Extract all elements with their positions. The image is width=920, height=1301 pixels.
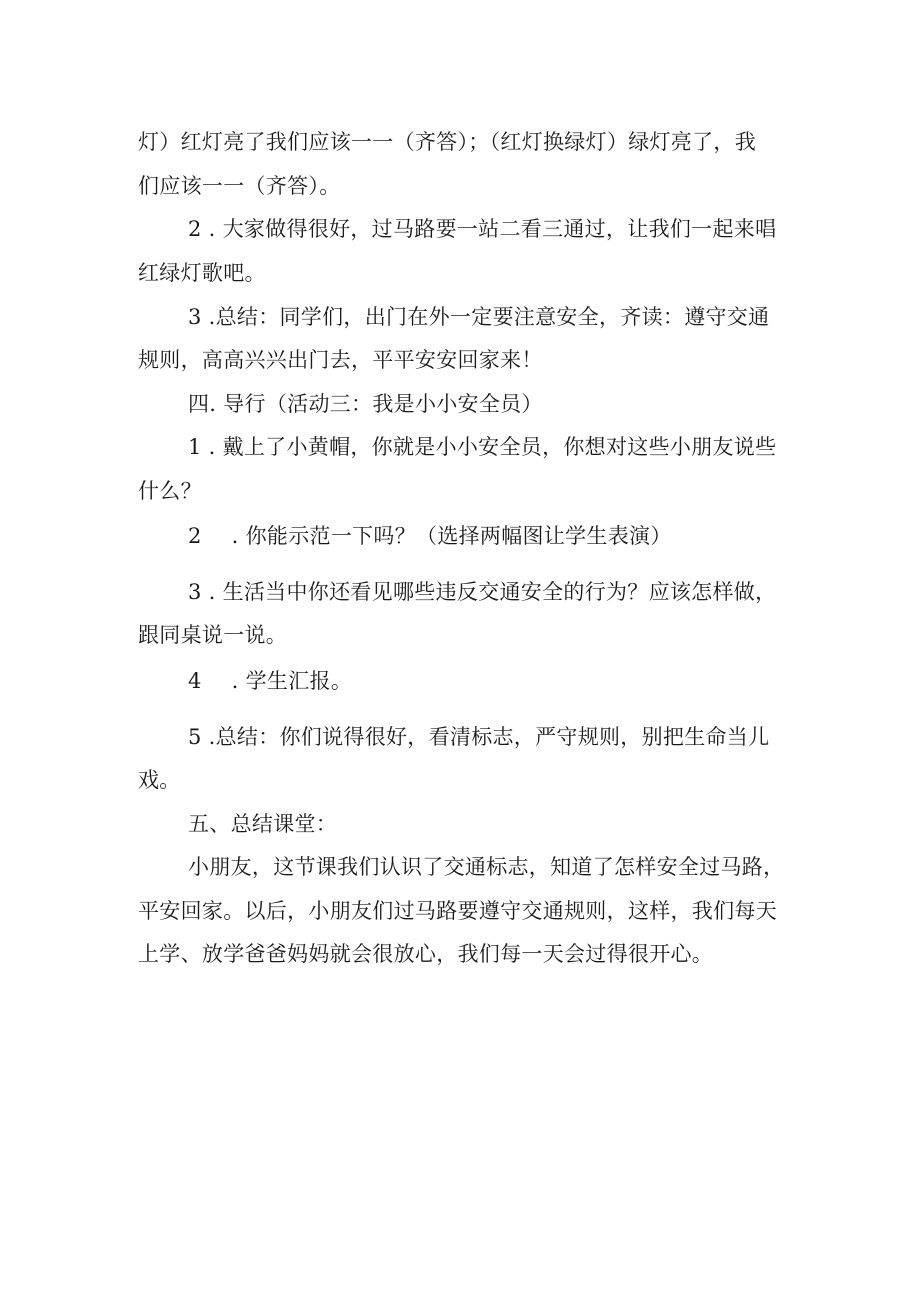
item-number: 2 [188,524,202,548]
paragraph-line: 灯）红灯亮了我们应该一一（齐答）；（红灯换绿灯）绿灯亮了，我 [138,130,756,154]
paragraph-line: 们应该一一（齐答）。 [138,174,341,198]
item-number: 4 [188,669,202,693]
item-text: . 你能示范一下吗？（选择两幅图让学生表演） [231,524,672,548]
paragraph-line: 上学、放学爸爸妈妈就会很放心，我们每一天会过得很开心。 [138,942,714,966]
paragraph-line: 1 . 戴上了小黄帽，你就是小小安全员，你想对这些小朋友说些 [188,435,777,459]
paragraph-line [188,521,838,551]
paragraph-line: 跟同桌说一说。 [138,623,288,647]
section-heading: 五、总结课堂： [188,812,338,836]
paragraph-line: 规则，高高兴兴出门去，平平安安回家来！ [138,348,543,372]
paragraph-line: 什么？ [138,479,202,503]
paragraph-line: 小朋友，这节课我们认识了交通标志，知道了怎样安全过马路， [188,855,785,879]
paragraph-line: 戏。 [138,768,181,792]
paragraph-line [188,666,838,696]
paragraph-line: 3 .总结：同学们，出门在外一定要注意安全，齐读：遵守交通 [188,305,770,329]
paragraph-line: 5 .总结：你们说得很好，看清标志，严守规则，别把生命当儿 [188,725,770,749]
paragraph-line: 红绿灯歌吧。 [138,261,266,285]
item-text: . 学生汇报。 [231,669,353,693]
paragraph-line: 2 . 大家做得很好，过马路要一站二看三通过，让我们一起来唱 [188,217,777,241]
paragraph-line: 平安回家。以后，小朋友们过马路要遵守交通规则，这样，我们每天 [138,899,777,923]
section-heading: 四. 导行（活动三：我是小小安全员） [188,392,543,416]
paragraph-line: 3 . 生活当中你还看见哪些违反交通安全的行为？应该怎样做， [188,580,777,604]
